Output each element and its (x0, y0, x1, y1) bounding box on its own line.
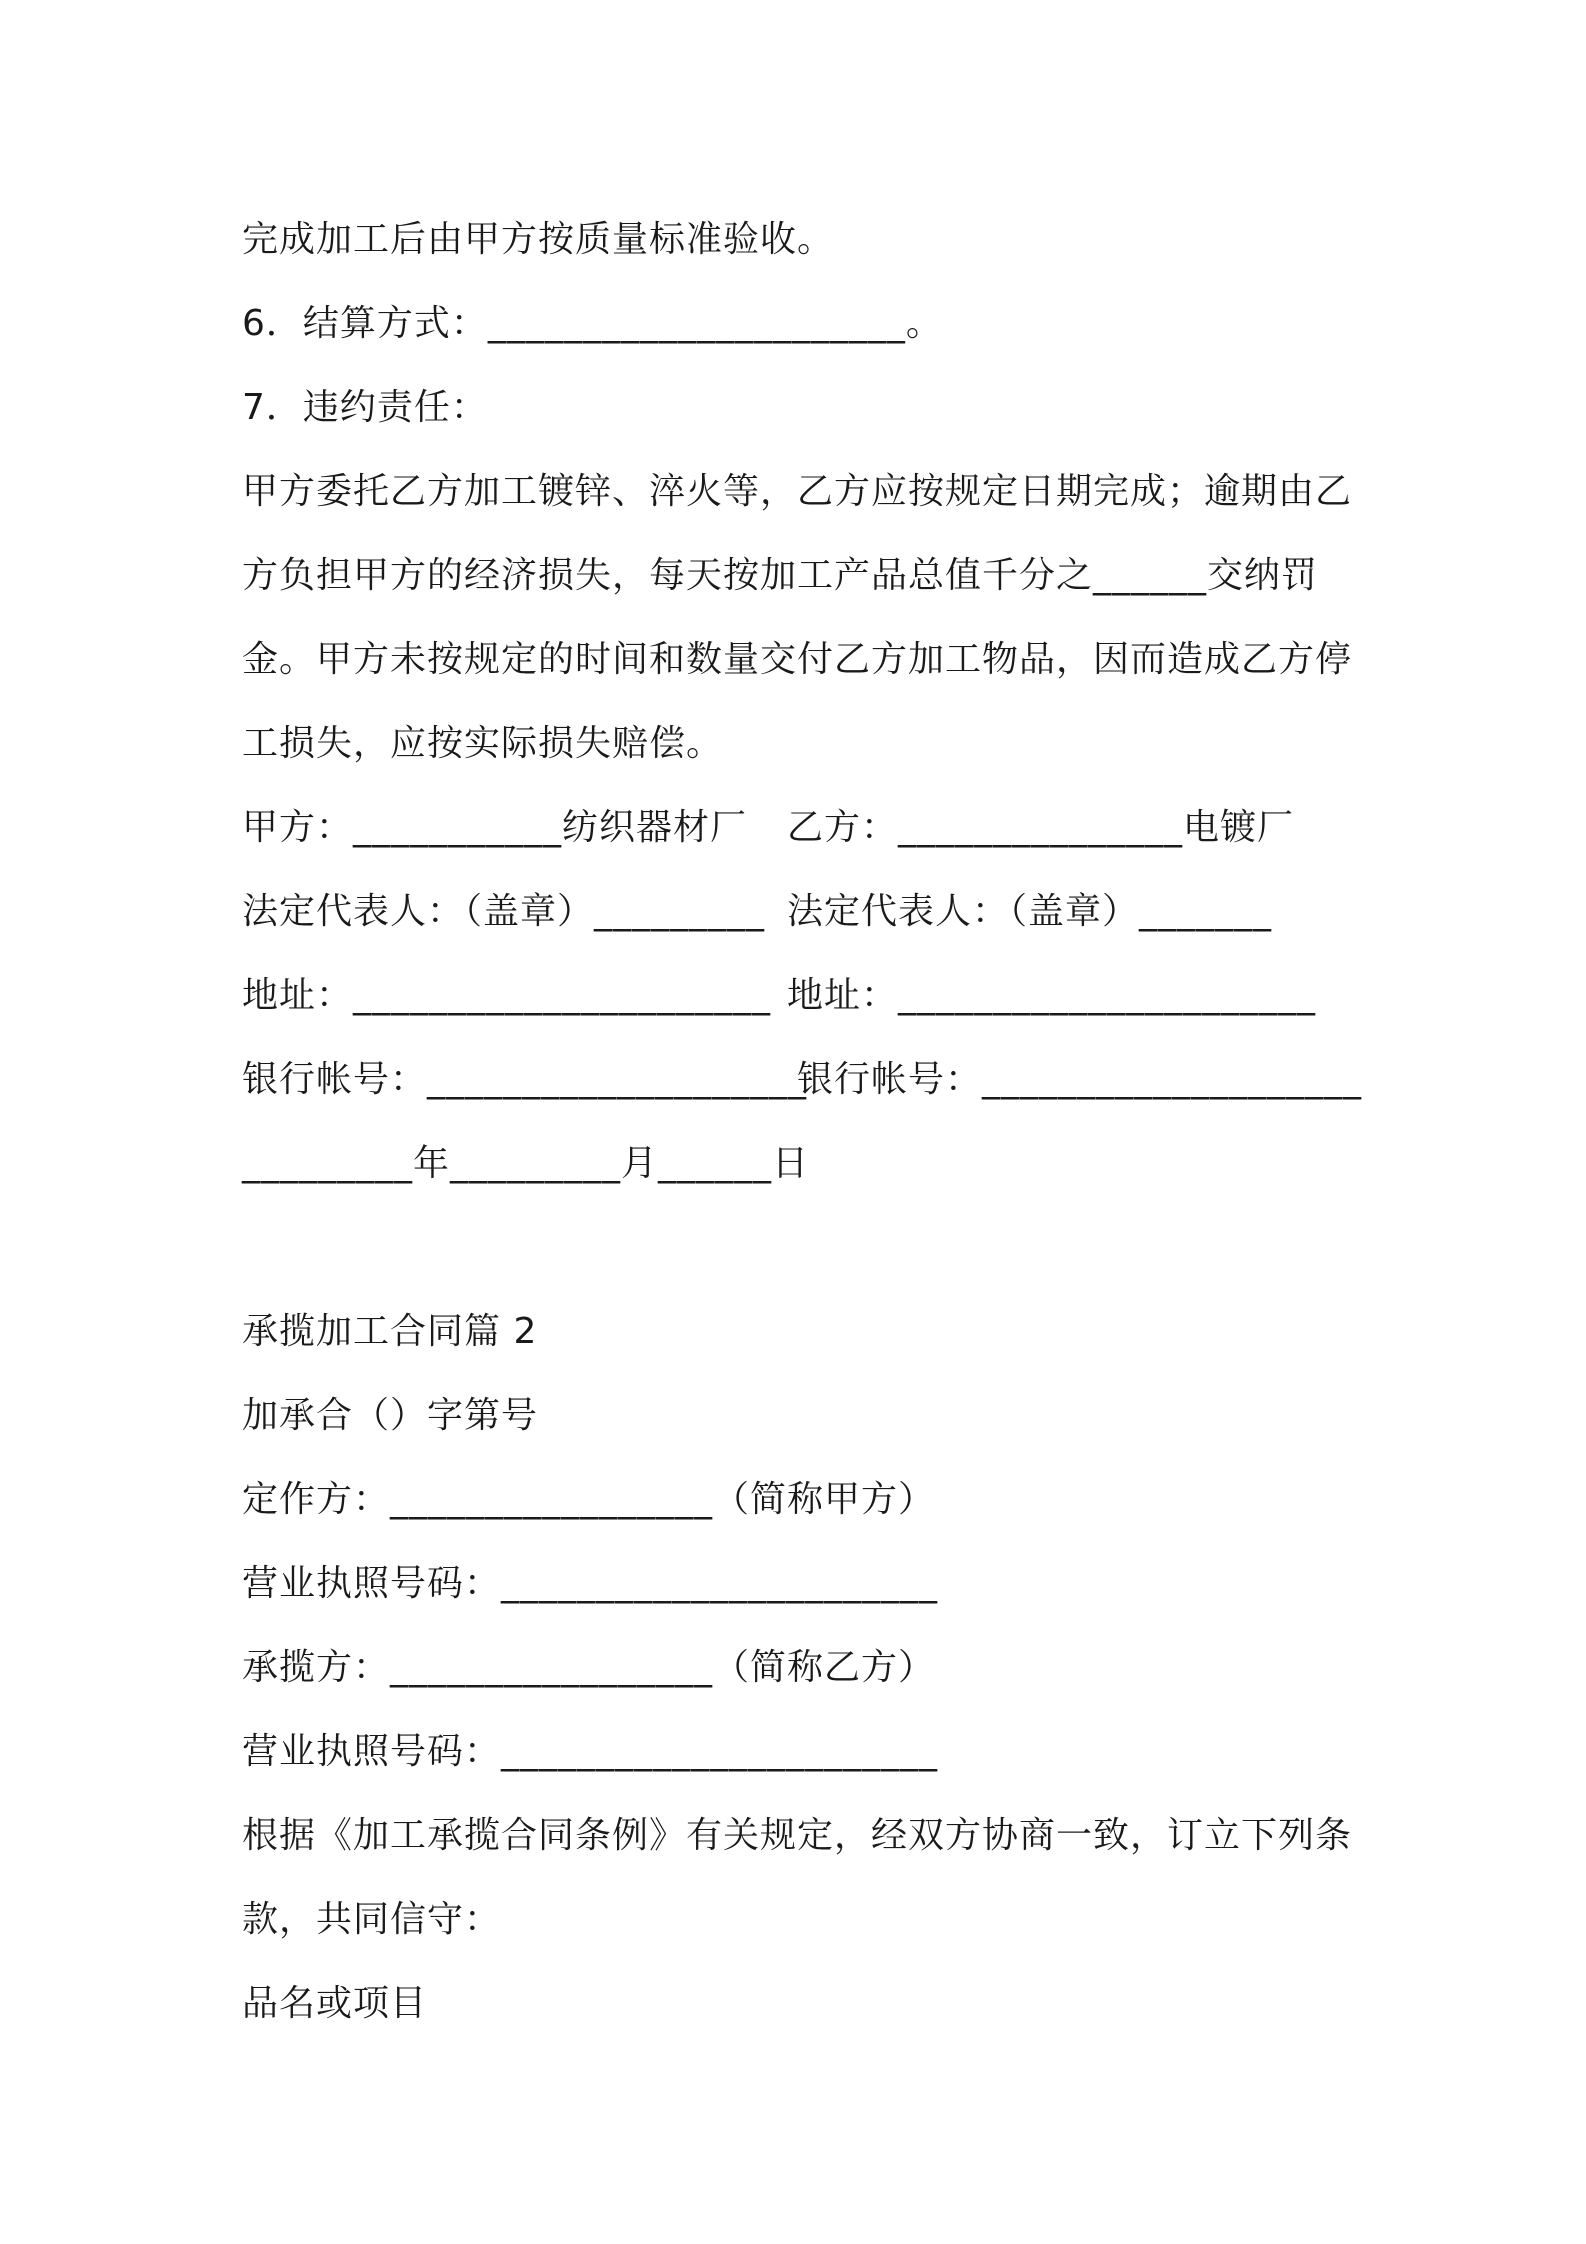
contractor-field: 承揽方：_________________（简称乙方） (242, 1647, 936, 1688)
signing-date: _________年_________月______日 (242, 1143, 809, 1184)
section-title: 承揽加工合同篇 2 (242, 1311, 538, 1352)
item-name-heading: 品名或项目 (242, 1983, 428, 2024)
business-license-a-field: 营业执照号码：_______________________ (242, 1563, 939, 1604)
party-b-field: 乙方：_______________电镀厂 (787, 807, 1295, 848)
document-body (242, 198, 1362, 2046)
breach-paragraph-line: 甲方委托乙方加工镀锌、淬火等，乙方应按规定日期完成；逾期由乙 (242, 471, 1353, 512)
section-gap (242, 1206, 1362, 1290)
orderer-field: 定作方：_________________（简称甲方） (242, 1479, 936, 1520)
breach-paragraph-line: 方负担甲方的经济损失，每天按加工产品总值千分之______交纳罚 (242, 555, 1319, 596)
representative-b-field: 法定代表人：（盖章）_______ (787, 891, 1273, 932)
representatives-row (242, 870, 1362, 954)
bank-account-row (242, 1038, 1362, 1122)
acceptance-clause: 完成加工后由甲方按质量标准验收。 (242, 219, 835, 260)
breach-paragraph-line: 工损失，应按实际损失赔偿。 (242, 723, 724, 764)
contract-number: 加承合（）字第号 (242, 1395, 539, 1436)
breach-liability-heading: 7．违约责任： (242, 387, 488, 428)
basis-paragraph-line: 根据《加工承揽合同条例》有关规定，经双方协商一致，订立下列条 (242, 1815, 1353, 1856)
bank-account-a-field: 银行帐号：____________________ (242, 1059, 808, 1100)
breach-paragraph-line: 金。甲方未按规定的时间和数量交付乙方加工物品，因而造成乙方停 (242, 639, 1353, 680)
representative-a-field: 法定代表人：（盖章）_________ (242, 891, 766, 932)
address-row (242, 954, 1362, 1038)
party-a-field: 甲方：___________纺织器材厂 (242, 807, 748, 848)
address-a-field: 地址：______________________ (242, 975, 772, 1016)
business-license-b-field: 营业执照号码：_______________________ (242, 1731, 939, 1772)
basis-paragraph-line: 款，共同信守： (242, 1899, 502, 1940)
bank-account-b-field: 银行帐号：____________________ (797, 1059, 1363, 1100)
parties-row (242, 786, 1362, 870)
settlement-method-clause: 6．结算方式：______________________。 (242, 303, 943, 344)
address-b-field: 地址：______________________ (787, 975, 1317, 1016)
